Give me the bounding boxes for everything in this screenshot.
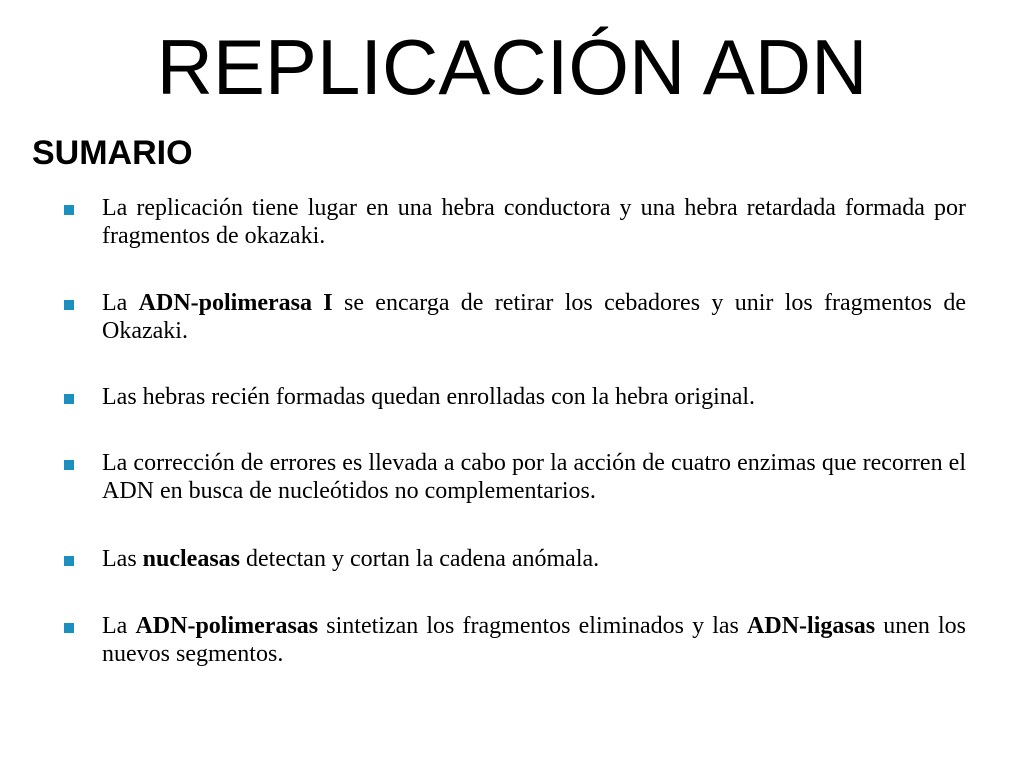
bullet-text: Las <box>102 546 143 572</box>
square-bullet-icon <box>64 460 74 470</box>
bullet-text: unen los nuevos segmentos. <box>102 613 967 667</box>
bullet-emphasis-text: nucleasas <box>142 546 241 572</box>
bullet-item <box>60 289 966 345</box>
square-bullet-icon <box>64 300 74 310</box>
bullet-emphasis-text: ADN-polimerasas <box>135 613 319 639</box>
bullet-text: Las hebras recién formadas quedan enrolladas con la hebra original. <box>102 384 756 410</box>
bullet-text: La replicación tiene lugar en una hebra conductora y una hebra retardada formada por fragmentos de okazaki. <box>102 195 966 249</box>
square-bullet-icon <box>64 394 74 404</box>
bullet-item <box>60 449 966 505</box>
bullet-item <box>60 194 966 250</box>
bullet-emphasis-text: ADN-ligasas <box>747 613 876 639</box>
bullet-text: detectan y cortan la cadena anómala. <box>240 546 600 572</box>
bullet-text: La <box>102 613 136 639</box>
bullet-text: sintetizan los fragmentos eliminados y las <box>318 613 748 639</box>
slide-subtitle: SUMARIO <box>32 134 193 172</box>
bullet-item <box>60 545 966 573</box>
bullet-text: La corrección de errores es llevada a cabo por la acción de cuatro enzimas que recorren el ADN en busca de nucleótidos no complementarios. <box>102 450 966 504</box>
square-bullet-icon <box>64 556 74 566</box>
slide-title: REPLICACIÓN ADN <box>156 23 868 111</box>
bullet-item <box>60 383 966 411</box>
bullet-text: La <box>102 290 139 316</box>
bullet-item <box>60 612 966 668</box>
bullet-text: se encarga de retirar los cebadores y unir los fragmentos de Okazaki. <box>102 290 966 344</box>
bullet-list <box>60 194 966 668</box>
square-bullet-icon <box>64 623 74 633</box>
bullet-emphasis-text: ADN-polimerasa I <box>138 290 333 316</box>
square-bullet-icon <box>64 205 74 215</box>
